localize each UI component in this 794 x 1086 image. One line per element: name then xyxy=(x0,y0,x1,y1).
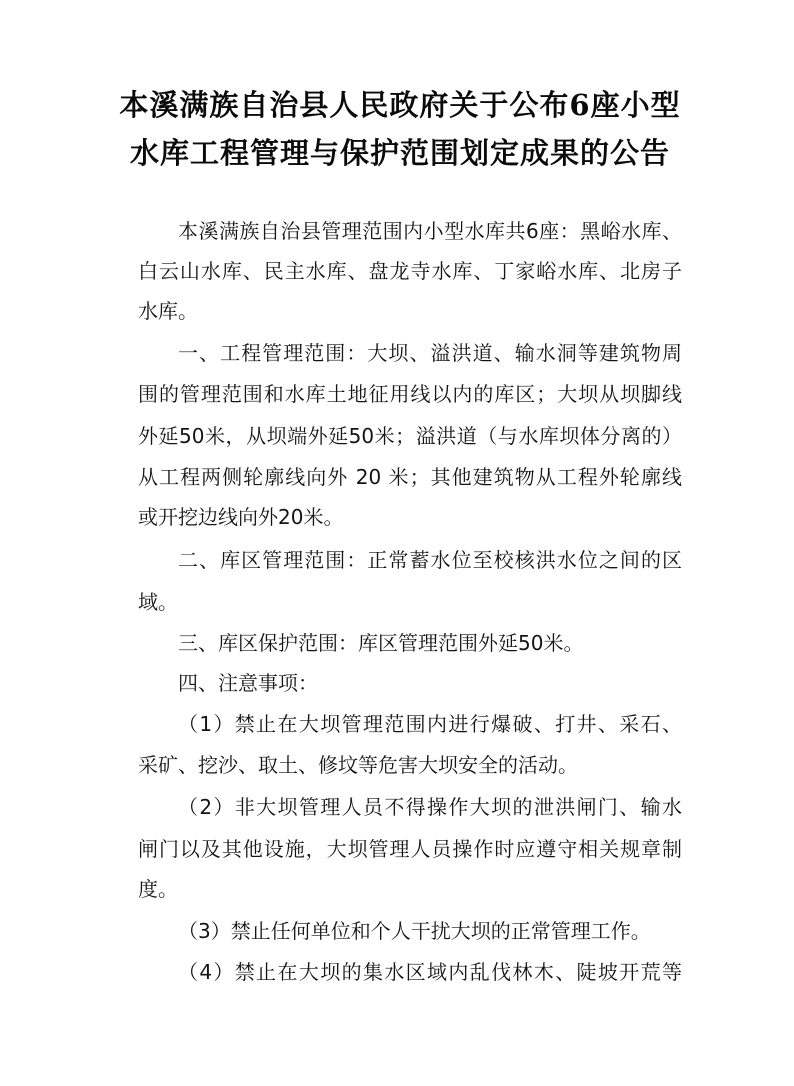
body-line-13: （1）禁止在大坝管理范围内进行爆破、打井、采石、 xyxy=(178,712,682,736)
body-line-4: 一、工程管理范围：大坝、溢洪道、输水洞等建筑物周 xyxy=(178,341,682,365)
body-line-11: 三、库区保护范围：库区管理范围外延50米。 xyxy=(178,631,584,655)
body-line-8: 或开挖边线向外20米。 xyxy=(138,505,344,529)
body-line-7: 从工程两侧轮廓线向外 20 米；其他建筑物从工程外轮廓线 xyxy=(138,465,682,489)
body-line-18: （3）禁止任何单位和个人干扰大坝的正常管理工作。 xyxy=(178,919,651,943)
body-line-9: 二、库区管理范围：正常蓄水位至校核洪水位之间的区 xyxy=(178,548,682,572)
body-line-16: 闸门以及其他设施，大坝管理人员操作时应遵守相关规章制 xyxy=(138,837,682,861)
body-line-2: 白云山水库、民主水库、盘龙寺水库、丁家峪水库、北房子 xyxy=(138,259,682,283)
body-line-6: 外延50米，从坝端外延50米；溢洪道（与水库坝体分离的） xyxy=(138,424,682,448)
body-line-19: （4）禁止在大坝的集水区域内乱伐林木、陡坡开荒等 xyxy=(178,960,682,984)
document-title-line-1: 本溪满族自治县人民政府关于公布6座小型 xyxy=(119,88,681,122)
body-line-5: 围的管理范围和水库土地征用线以内的库区；大坝从坝脚线 xyxy=(138,382,682,406)
body-line-17: 度。 xyxy=(138,877,178,901)
document-title-line-2: 水库工程管理与保护范围划定成果的公告 xyxy=(129,136,670,170)
body-line-10: 域。 xyxy=(138,590,178,614)
body-line-1: 本溪满族自治县管理范围内小型水库共6座：黑峪水库、 xyxy=(178,219,682,243)
body-line-12: 四、注意事项： xyxy=(178,671,318,695)
body-line-15: （2）非大坝管理人员不得操作大坝的泄洪闸门、输水 xyxy=(178,795,682,819)
body-line-14: 采矿、挖沙、取土、修坟等危害大坝安全的活动。 xyxy=(138,753,578,777)
body-line-3: 水库。 xyxy=(138,299,198,323)
